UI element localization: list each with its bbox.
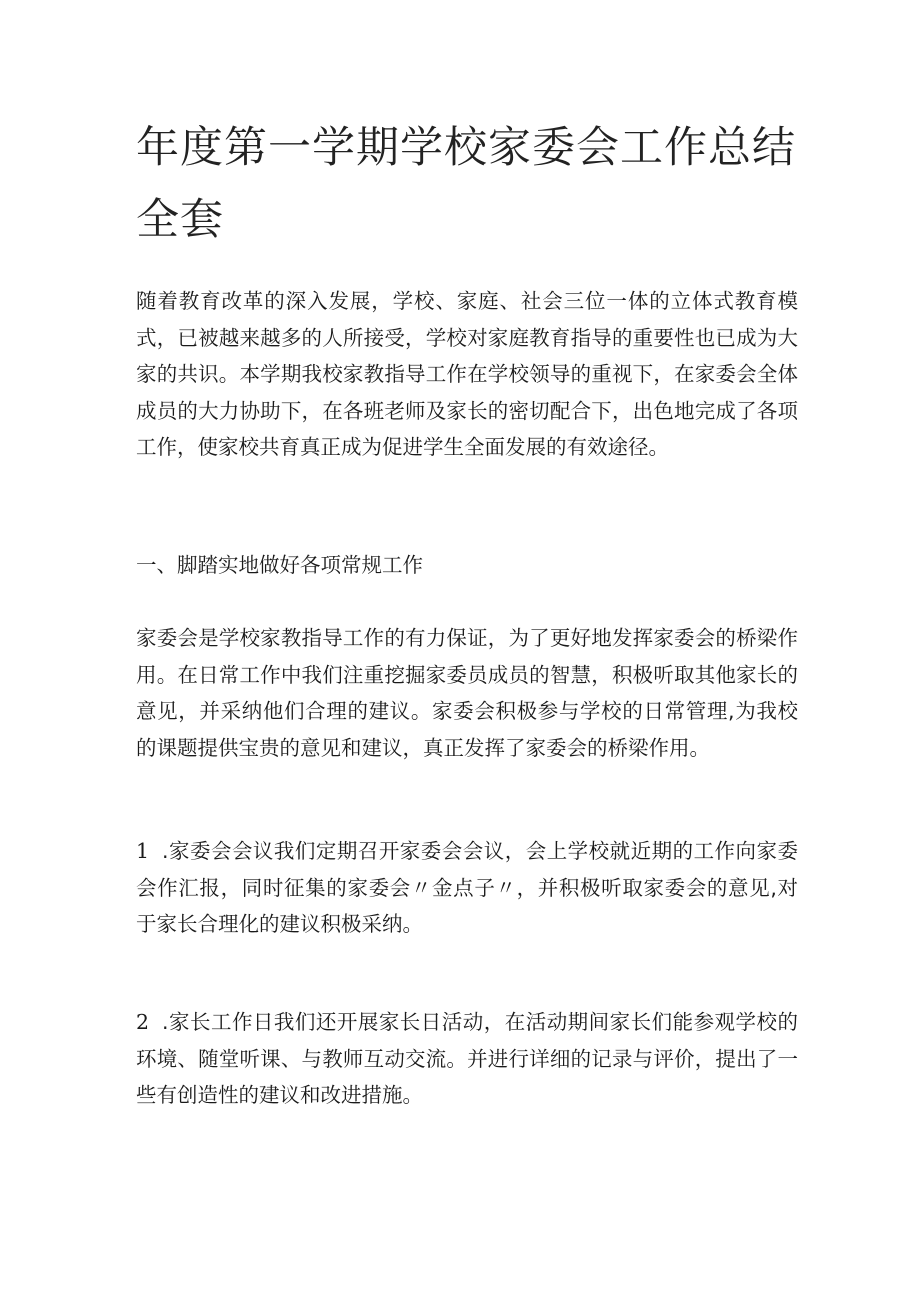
list-item-number: 2 (136, 1010, 150, 1034)
list-item-text: .家委会会议我们定期召开家委会会议，会上学校就近期的工作向家委会作汇报，同时征集的家委会〃金点子〃，并积极听取家委会的意见,对于家长合理化的建议积极采纳。 (136, 839, 798, 936)
document-title: 年度第一学期学校家委会工作总结全套 (136, 123, 796, 245)
intro-paragraph: 随着教育改革的深入发展，学校、家庭、社会三位一体的立体式教育模式，已被越来越多的人所接受，学校对家庭教育指导的重要性也已成为大家的共识。本学期我校家教指导工作在学校领导的重视下，在家委会全体成员的大力协助下，在各班老师及家长的密切配合下，出色地完成了各项工作，使家校共育真正成为促进学生全面发展的有效途径。 (136, 289, 798, 459)
section-paragraph: 家委会是学校家教指导工作的有力保证，为了更好地发挥家委会的桥梁作用。在日常工作中我们注重挖掘家委员成员的智慧，积极听取其他家长的意见，并采纳他们合理的建议。家委会积极参与学校的日常管理,为我校的课题提供宝贵的意见和建议，真正发挥了家委会的桥梁作用。 (136, 626, 798, 760)
section-heading: 一、脚踏实地做好各项常规工作 (136, 553, 423, 577)
list-item-2 (136, 1004, 798, 1114)
list-item-number: 1 (136, 839, 150, 863)
list-item-1 (136, 833, 798, 943)
list-item-text: .家长工作日我们还开展家长日活动，在活动期间家长们能参观学校的环境、随堂听课、与教师互动交流。并进行详细的记录与评价，提出了一些有创造性的建议和改进措施。 (136, 1010, 798, 1107)
